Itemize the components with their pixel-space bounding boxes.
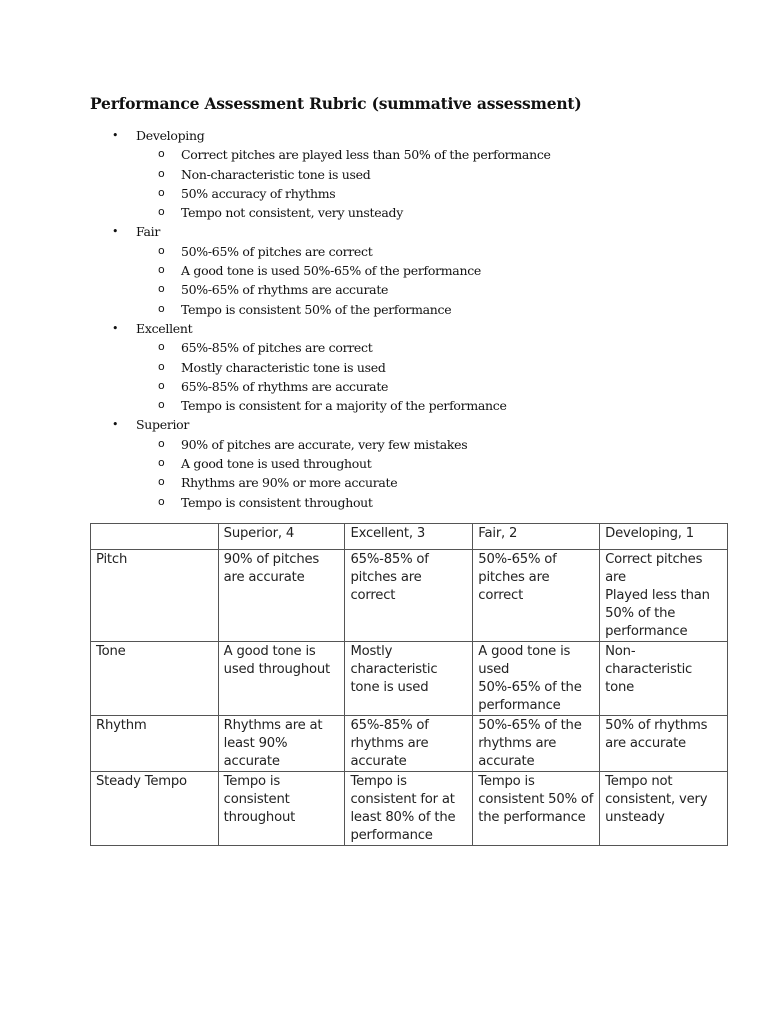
rubric-cell-text: Played less than 50% of the performance <box>605 588 710 639</box>
sub-bullet-icon: o <box>158 475 165 489</box>
outline-criterion-text: 65%-85% of rhythms are accurate <box>181 378 389 394</box>
rubric-cell-text: 65%-85% of pitches are correct <box>350 552 429 603</box>
outline-criterion <box>0 435 768 454</box>
rubric-cell-text: Tempo is consistent throughout <box>223 774 296 825</box>
table-header-row <box>91 524 728 550</box>
rubric-cell-text: 50%-65% of the performance <box>478 680 582 713</box>
outline-criterion-text: Tempo is consistent for a majority of the performance <box>181 398 507 414</box>
rubric-cell <box>473 550 600 642</box>
bullet-icon: • <box>112 129 119 142</box>
outline-criterion-text: 50%-65% of rhythms are accurate <box>181 282 389 298</box>
outline-criterion-text: Non-characteristic tone is used <box>181 166 371 182</box>
rubric-cell <box>345 642 473 716</box>
outline-criterion-text: 65%-85% of pitches are correct <box>181 340 373 356</box>
rubric-cell-text: 90% of pitches are accurate <box>223 552 320 585</box>
outline-criterion <box>0 145 768 164</box>
row-category-cell: Rhythm <box>91 716 219 772</box>
outline-criterion <box>0 300 768 319</box>
rubric-cell-text: Tempo not consistent, very unsteady <box>605 774 708 825</box>
rubric-cell-text: A good tone is used <box>478 644 571 677</box>
outline-level-label: Superior <box>136 417 190 433</box>
rubric-cell <box>218 550 345 642</box>
outline-criterion-text: A good tone is used throughout <box>181 456 372 472</box>
table-row <box>91 642 728 716</box>
sub-bullet-icon: o <box>158 494 165 508</box>
bullet-icon: • <box>112 321 119 335</box>
rubric-cell <box>473 642 600 716</box>
rubric-cell <box>218 716 345 772</box>
outline-level-item <box>0 319 768 338</box>
outline-criterion <box>0 493 768 512</box>
rubric-cell <box>218 772 345 846</box>
rubric-cell-text: Non-characteristic tone <box>605 644 693 695</box>
outline-criterion <box>0 203 768 222</box>
row-category-cell: Pitch <box>91 550 219 642</box>
rubric-cell-text: 50% of rhythms are accurate <box>605 718 708 751</box>
rubric-cell-text: 65%-85% of rhythms are accurate <box>350 718 429 769</box>
rubric-cell-text: Correct pitches are <box>605 552 703 585</box>
sub-bullet-icon: o <box>158 456 165 470</box>
outline-criterion <box>0 338 768 357</box>
rubric-cell-text: Tempo is consistent 50% of the performance <box>478 774 594 825</box>
rubric-cell <box>600 642 728 716</box>
sub-bullet-icon: o <box>158 359 165 373</box>
rubric-cell <box>473 716 600 772</box>
outline-criterion-text: A good tone is used 50%-65% of the performance <box>181 263 482 279</box>
outline-criterion <box>0 261 768 280</box>
rubric-cell <box>345 772 473 846</box>
outline-criterion <box>0 473 768 492</box>
sub-bullet-icon: o <box>158 301 165 315</box>
rubric-outline <box>0 126 768 512</box>
outline-criterion <box>0 377 768 396</box>
sub-bullet-icon: o <box>158 147 165 161</box>
sub-bullet-icon: o <box>158 243 165 257</box>
sub-bullet-icon: o <box>158 436 165 450</box>
rubric-cell <box>600 772 728 846</box>
sub-bullet-icon: o <box>158 282 165 296</box>
outline-level-item <box>0 222 768 241</box>
rubric-cell-text: A good tone is used throughout <box>223 644 330 677</box>
sub-bullet-icon: o <box>158 263 165 277</box>
table-header-cell: Fair, 2 <box>473 524 600 550</box>
rubric-table <box>90 523 728 846</box>
table-row <box>91 772 728 846</box>
sub-bullet-icon: o <box>158 340 165 354</box>
bullet-icon: • <box>112 418 119 432</box>
rubric-cell-text: Mostly characteristic tone is used <box>350 644 438 695</box>
rubric-cell <box>345 716 473 772</box>
outline-criterion-text: Rhythms are 90% or more accurate <box>181 475 398 491</box>
outline-level-label: Fair <box>136 224 161 240</box>
rubric-cell-text: 50%-65% of pitches are correct <box>478 552 557 603</box>
outline-criterion <box>0 280 768 299</box>
outline-criterion-text: Mostly characteristic tone is used <box>181 359 386 375</box>
bullet-icon: • <box>112 225 119 239</box>
rubric-cell <box>600 550 728 642</box>
rubric-cell-text: Rhythms are at least 90% accurate <box>223 718 323 769</box>
outline-criterion-text: Tempo is consistent throughout <box>181 494 373 510</box>
rubric-cell-text: Tempo is consistent for at least 80% of the performance <box>350 774 456 843</box>
outline-criterion <box>0 165 768 184</box>
table-header-cell: Superior, 4 <box>218 524 345 550</box>
table-header-cell: Excellent, 3 <box>345 524 473 550</box>
table-row <box>91 716 728 772</box>
outline-criterion <box>0 396 768 415</box>
outline-level-item <box>0 126 768 145</box>
outline-level-label: Excellent <box>136 320 193 336</box>
outline-criterion <box>0 454 768 473</box>
outline-criterion-text: 50%-65% of pitches are correct <box>181 243 373 259</box>
outline-criterion <box>0 358 768 377</box>
outline-criterion <box>0 242 768 261</box>
row-category-cell: Steady Tempo <box>91 772 219 846</box>
rubric-cell <box>218 642 345 716</box>
rubric-cell <box>345 550 473 642</box>
outline-level-item <box>0 415 768 434</box>
sub-bullet-icon: o <box>158 205 165 219</box>
outline-criterion-text: 50% accuracy of rhythms <box>181 185 336 201</box>
table-row <box>91 550 728 642</box>
outline-criterion-text: Tempo not consistent, very unsteady <box>181 205 403 221</box>
sub-bullet-icon: o <box>158 398 165 412</box>
table-header-cell: Developing, 1 <box>600 524 728 550</box>
rubric-cell <box>600 716 728 772</box>
rubric-cell <box>473 772 600 846</box>
sub-bullet-icon: o <box>158 166 165 180</box>
outline-criterion <box>0 184 768 203</box>
outline-level-label: Developing <box>136 128 205 143</box>
outline-criterion-text: Correct pitches are played less than 50% of the performance <box>181 147 551 163</box>
sub-bullet-icon: o <box>158 378 165 392</box>
outline-criterion-text: 90% of pitches are accurate, very few mistakes <box>181 436 468 452</box>
table-corner-cell <box>91 524 219 550</box>
outline-criterion-text: Tempo is consistent 50% of the performance <box>181 301 452 317</box>
document-title: Performance Assessment Rubric (summative assessment) <box>90 94 582 113</box>
row-category-cell: Tone <box>91 642 219 716</box>
sub-bullet-icon: o <box>158 185 165 199</box>
rubric-cell-text: 50%-65% of the rhythms are accurate <box>478 718 582 769</box>
